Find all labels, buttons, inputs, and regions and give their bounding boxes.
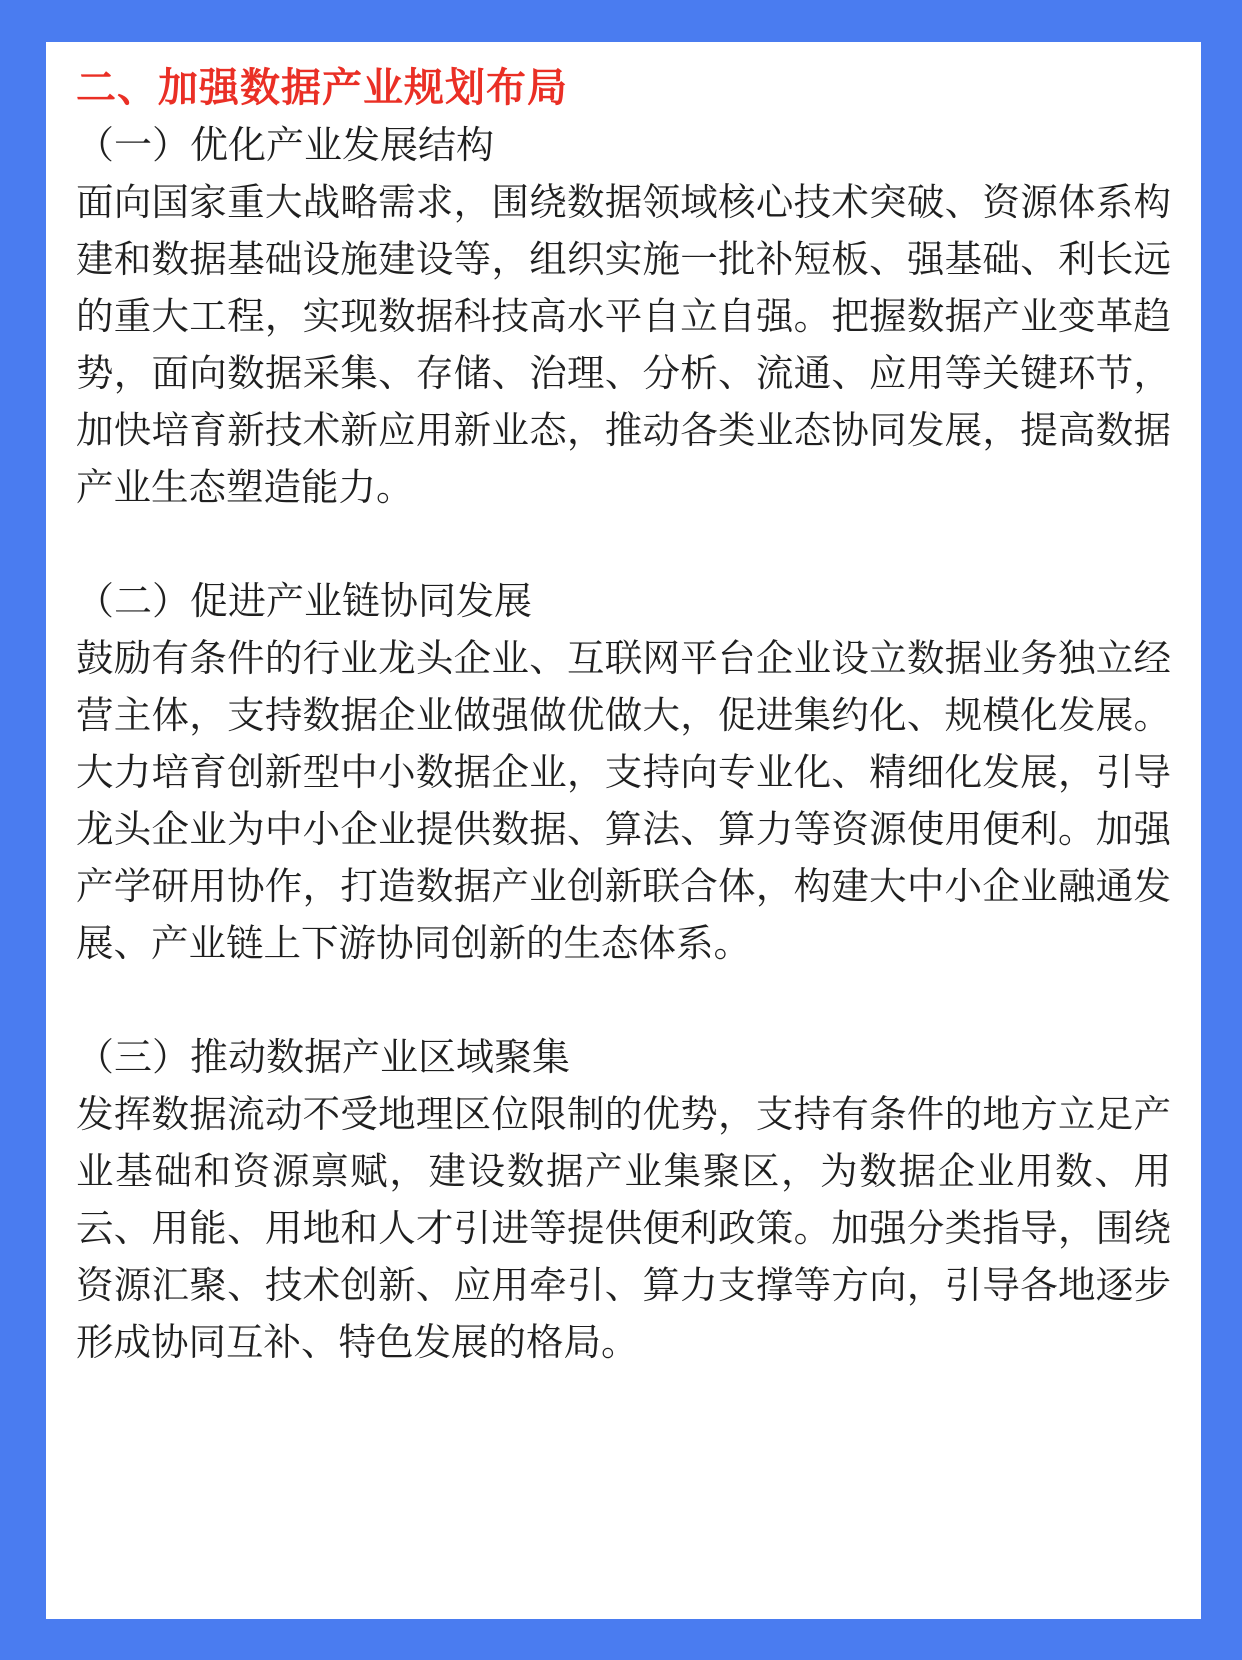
- document-card: [46, 42, 1201, 1619]
- section-2-title: （二）促进产业链协同发展: [76, 579, 533, 623]
- section-3-title: （三）推动数据产业区域聚集: [76, 1035, 571, 1079]
- section-1-title: （一）优化产业发展结构: [76, 123, 495, 167]
- section-3-body: 发挥数据流动不受地理区位限制的优势，支持有条件的地方立足产业基础和资源禀赋，建设数据产业集聚区，为数据企业用数、用云、用能、用地和人才引进等提供便利政策。加强分类指导，围绕资源汇聚、技术创新、应用牵引、算力支撑等方向，引导各地逐步形成协同互补、特色发展的格局。: [76, 1092, 1171, 1364]
- document-heading: 二、加强数据产业规划布局: [76, 65, 568, 111]
- section-2-body: 鼓励有条件的行业龙头企业、互联网平台企业设立数据业务独立经营主体，支持数据企业做强做优做大，促进集约化、规模化发展。大力培育创新型中小数据企业，支持向专业化、精细化发展，引导龙头企业为中小企业提供数据、算法、算力等资源使用便利。加强产学研用协作，打造数据产业创新联合体，构建大中小企业融通发展、产业链上下游协同创新的生态体系。: [76, 636, 1171, 965]
- section-3: [76, 1029, 1171, 1371]
- section-1: [76, 117, 1171, 516]
- section-1-body: 面向国家重大战略需求，围绕数据领域核心技术突破、资源体系构建和数据基础设施建设等，组织实施一批补短板、强基础、利长远的重大工程，实现数据科技高水平自立自强。把握数据产业变革趋势，面向数据采集、存储、治理、分析、流通、应用等关键环节，加快培育新技术新应用新业态，推动各类业态协同发展，提高数据产业生态塑造能力。: [76, 180, 1171, 509]
- section-2: [76, 573, 1171, 972]
